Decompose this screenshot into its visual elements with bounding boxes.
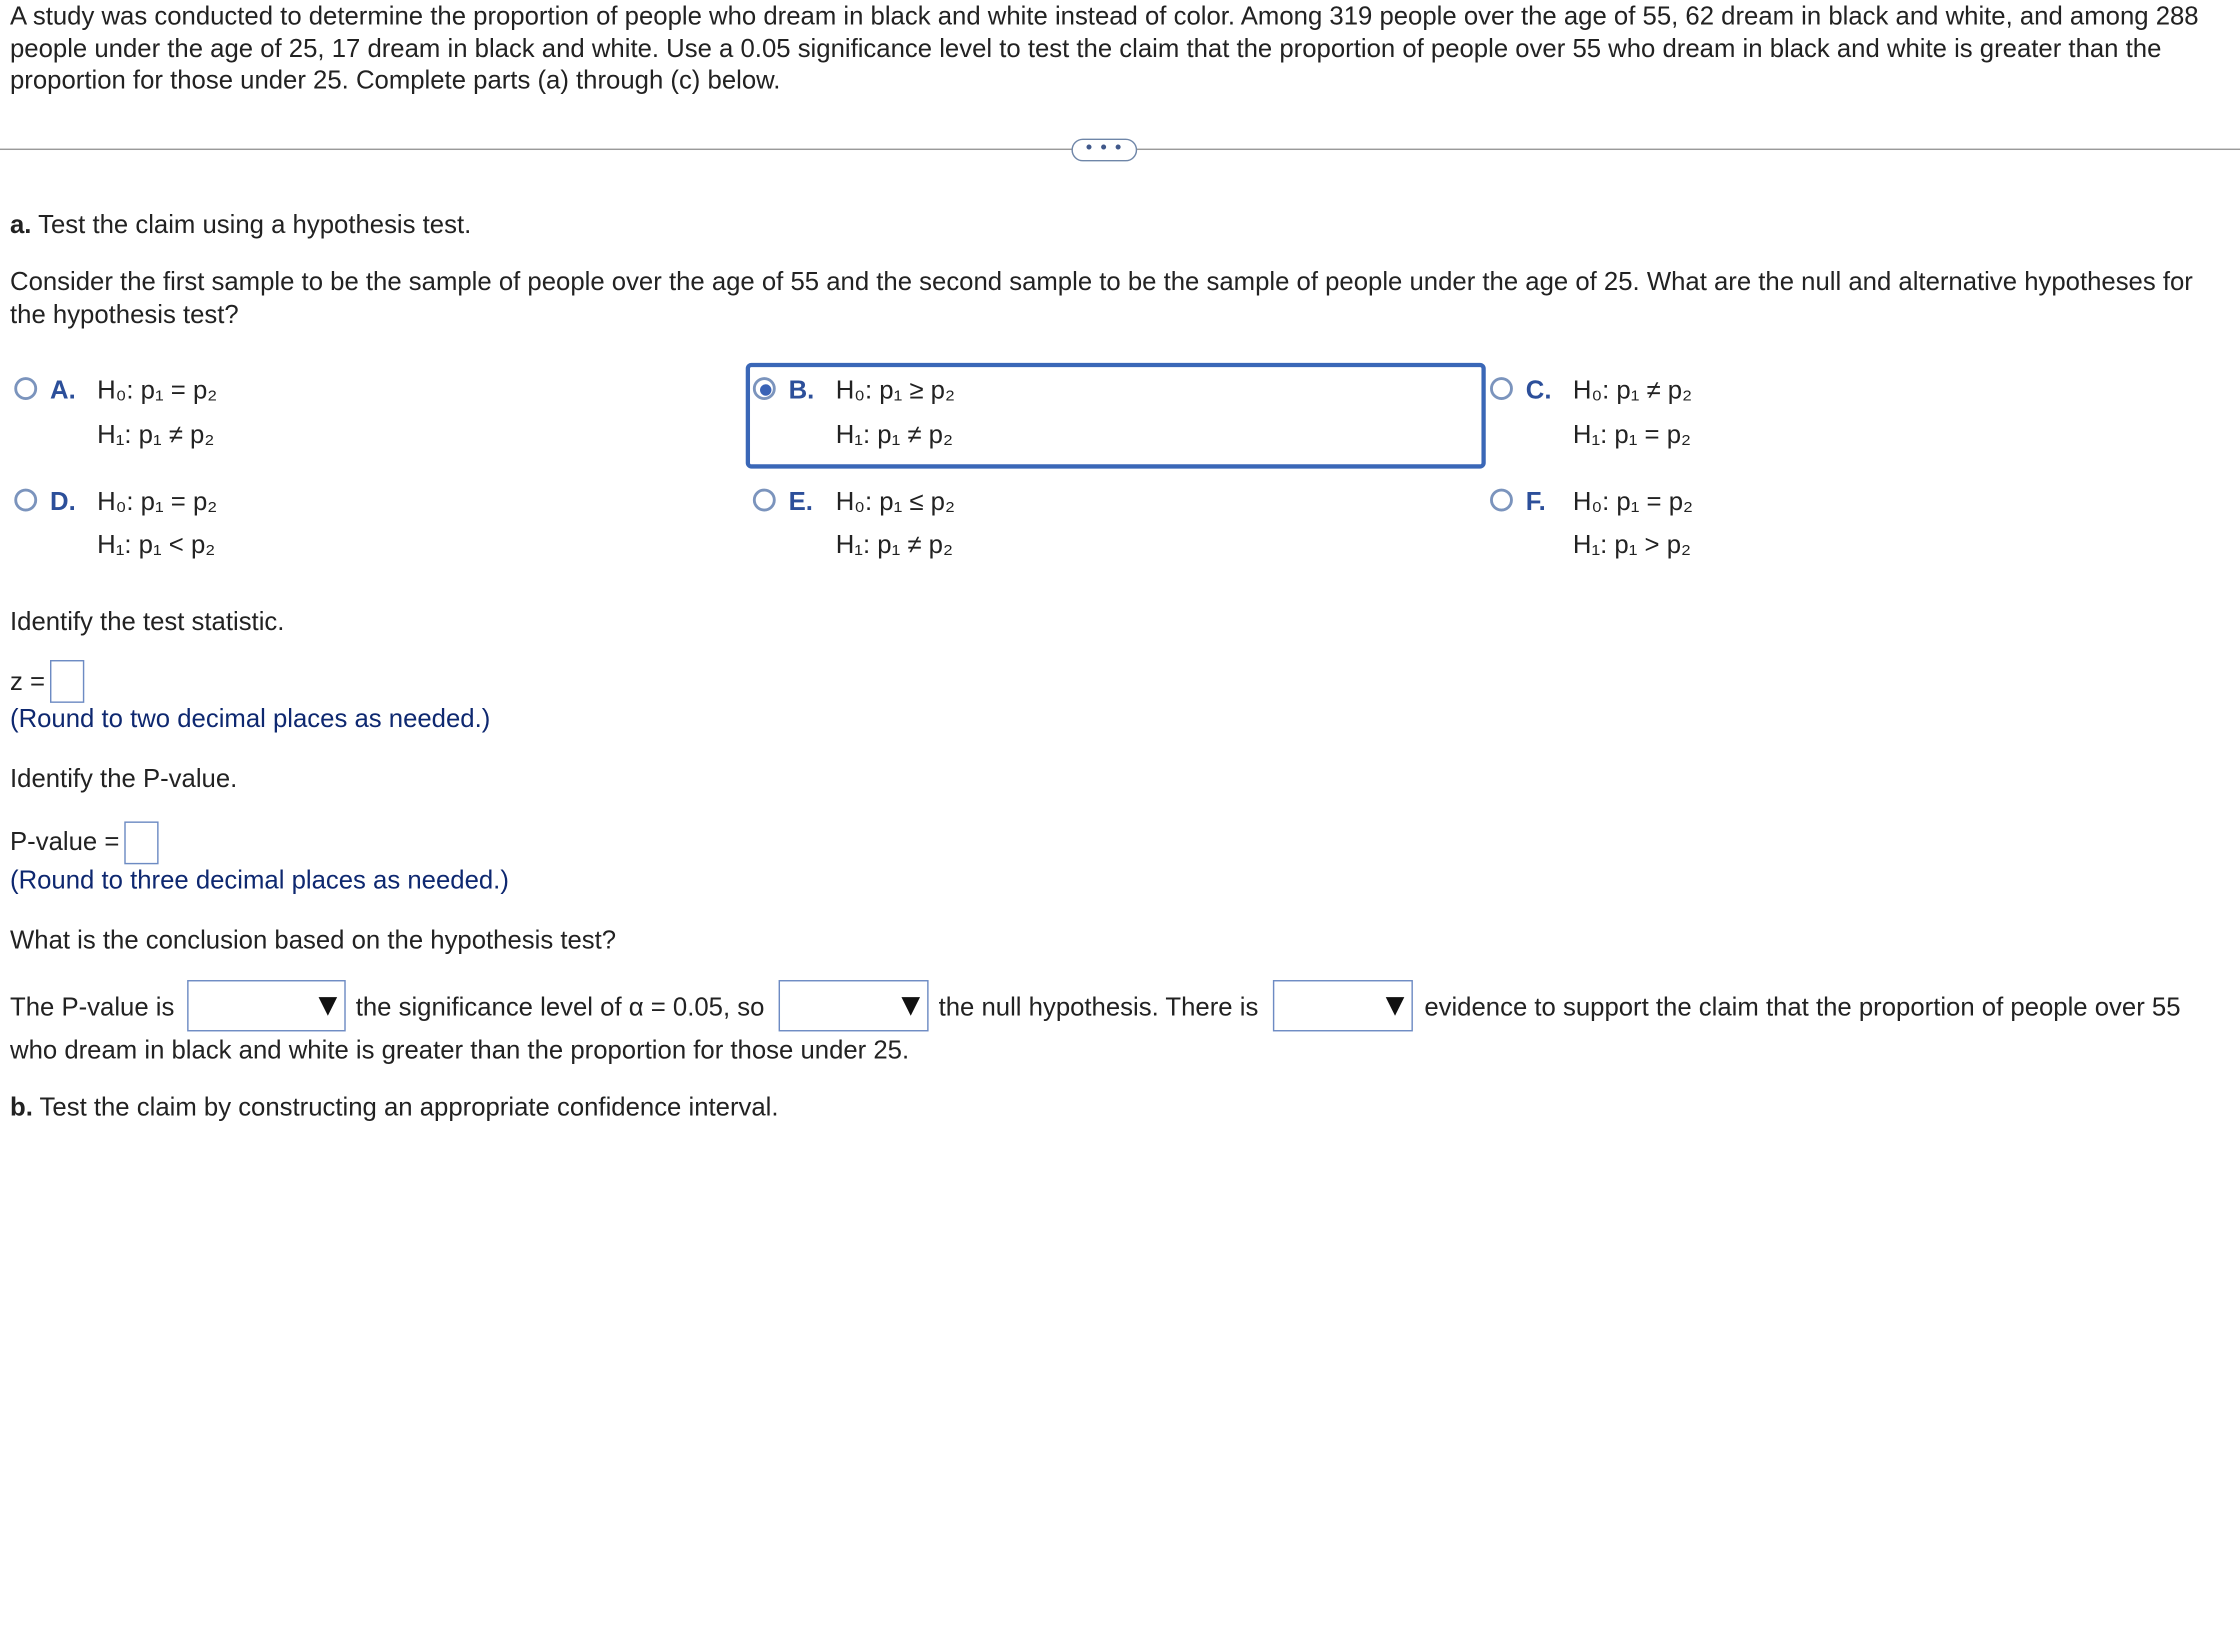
choice-e-h0: H₀: p₁ ≤ p₂ — [835, 487, 955, 516]
test-statistic-prompt: Identify the test statistic. — [10, 607, 285, 636]
radio-a[interactable] — [14, 377, 37, 400]
conclusion-prompt: What is the conclusion based on the hypothesis test? — [10, 925, 617, 955]
chevron-down-icon — [899, 991, 923, 1020]
part-a-label: a. — [10, 210, 32, 239]
part-b-label: b. — [10, 1092, 33, 1122]
choice-b-h1: H₁: p₁ ≠ p₂ — [835, 420, 953, 449]
choice-d-h1: H₁: p₁ < p₂ — [97, 530, 216, 559]
choice-a-h1: H₁: p₁ ≠ p₂ — [97, 420, 215, 449]
choice-b-h0: H₀: p₁ ≥ p₂ — [835, 375, 955, 405]
part-a-heading-text: Test the claim using a hypothesis test. — [38, 210, 472, 239]
choice-f[interactable] — [1490, 484, 1919, 570]
z-hint: (Round to two decimal places as needed.) — [10, 704, 491, 733]
radio-e[interactable] — [753, 489, 776, 512]
choice-c-h1: H₁: p₁ = p₂ — [1572, 420, 1691, 449]
choice-b[interactable] — [753, 373, 1182, 459]
choice-f-h1: H₁: p₁ > p₂ — [1572, 530, 1691, 559]
choice-d-h0: H₀: p₁ = p₂ — [97, 487, 218, 516]
pvalue-input[interactable] — [124, 821, 158, 864]
choice-c-letter: C. — [1525, 375, 1552, 405]
pvalue-prompt: Identify the P-value. — [10, 764, 238, 793]
hypothesis-question: Consider the first sample to be the sample of people over the age of 55 and the second sample to be the sample of people under the age of 25. What are the null and alternative hypotheses for the hypothesis test? — [10, 267, 2193, 328]
pvalue-label: P-value = — [10, 827, 120, 856]
problem-intro: A study was conducted to determine the proportion of people who dream in black and white instead of color. Among 319 people over the age of 55, 62 dream in black and white, and among 288 people under the age of 25, 17 dream in black and white. Use a 0.05 significance level to test the claim that the proportion of people over 55 who dream in black and white is greater than the proportion for those under 25. Complete parts (a) through (c) below. — [10, 1, 2199, 95]
z-input[interactable] — [50, 660, 84, 703]
choice-b-letter: B. — [788, 375, 815, 405]
choice-e[interactable] — [753, 484, 1182, 570]
choice-f-letter: F. — [1525, 487, 1546, 516]
radio-c[interactable] — [1490, 377, 1513, 400]
radio-f[interactable] — [1490, 489, 1513, 512]
choice-a-letter: A. — [50, 375, 76, 405]
part-b-heading-text: Test the claim by constructing an appropriate confidence interval. — [39, 1092, 779, 1122]
radio-d[interactable] — [14, 489, 37, 512]
choice-a-h0: H₀: p₁ = p₂ — [97, 375, 218, 405]
choice-c[interactable] — [1490, 373, 1919, 459]
pvalue-hint: (Round to three decimal places as needed.) — [10, 865, 509, 895]
choice-e-letter: E. — [788, 487, 813, 516]
evidence-dropdown[interactable] — [1273, 980, 1413, 1031]
part-b-heading — [10, 1091, 779, 1123]
choice-f-h0: H₀: p₁ = p₂ — [1572, 487, 1694, 516]
conclusion-text-4: evidence to support the claim that the proportion of people over 55 — [1424, 992, 2181, 1022]
more-button[interactable]: • • • — [1071, 139, 1137, 162]
choice-c-h0: H₀: p₁ ≠ p₂ — [1572, 375, 1693, 405]
choice-d-letter: D. — [50, 487, 76, 516]
choice-a[interactable] — [14, 373, 443, 459]
z-label: z = — [10, 667, 46, 696]
radio-b[interactable] — [753, 377, 776, 400]
conclusion-text-1: The P-value is — [10, 992, 175, 1022]
part-a-heading — [10, 209, 471, 241]
pvalue-comparison-dropdown[interactable] — [187, 980, 346, 1031]
conclusion-text-3: the null hypothesis. There is — [938, 992, 1259, 1022]
choice-e-h1: H₁: p₁ ≠ p₂ — [835, 530, 953, 559]
choice-d[interactable] — [14, 484, 443, 570]
conclusion-text-2: the significance level of α = 0.05, so — [355, 992, 765, 1022]
conclusion-text-5: who dream in black and white is greater than the proportion for those under 25. — [10, 1035, 910, 1065]
reject-dropdown[interactable] — [779, 980, 929, 1031]
chevron-down-icon — [1383, 991, 1407, 1020]
chevron-down-icon — [316, 991, 340, 1020]
